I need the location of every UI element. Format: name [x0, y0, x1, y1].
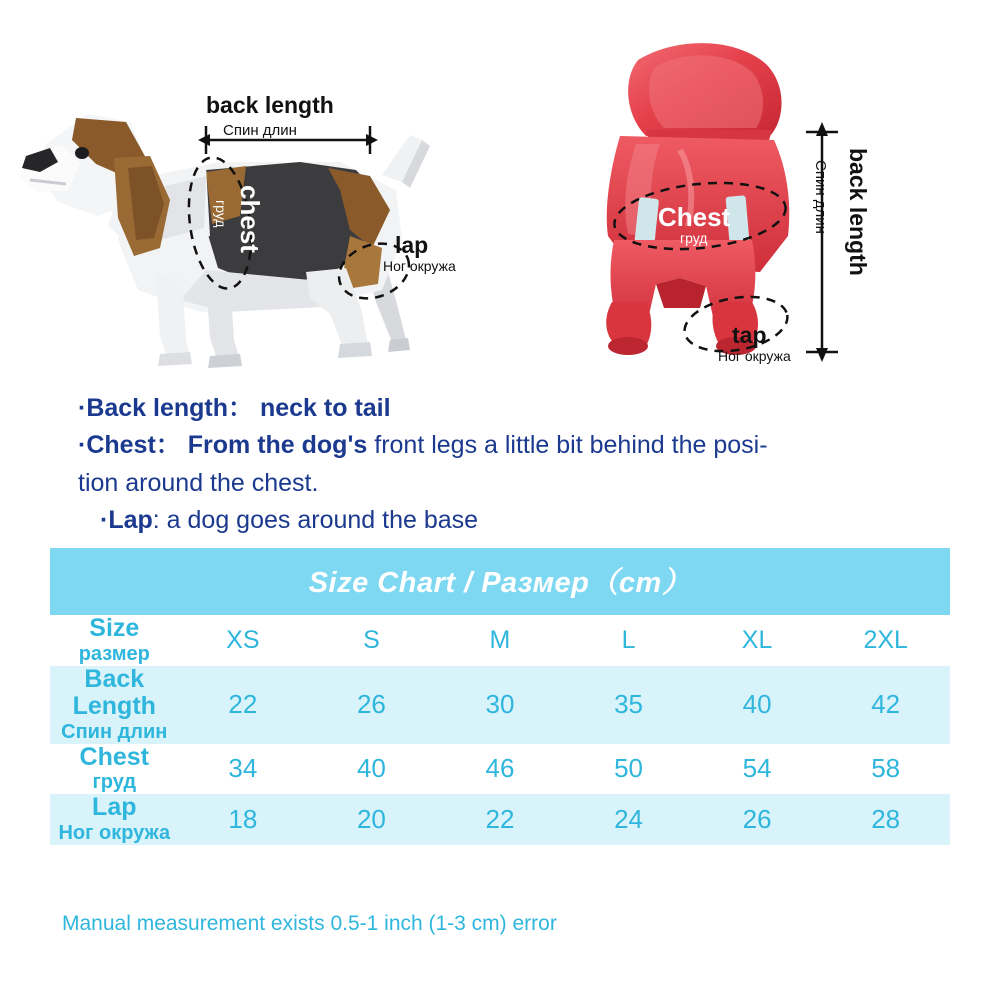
- lap-2xl: 28: [871, 803, 901, 834]
- desc-line-4-text: : a dog goes around the base: [152, 505, 479, 534]
- size-header-m: M: [489, 625, 511, 654]
- desc-line-2: [78, 429, 958, 462]
- right-lap-label-ru: Ног окружа: [718, 348, 791, 364]
- back-length-l: 35: [614, 689, 643, 719]
- size-chart-block: [50, 548, 950, 845]
- row-label-size-en: Size: [89, 614, 140, 642]
- lap-xl: 26: [742, 803, 772, 834]
- chest-2xl: 58: [871, 753, 901, 784]
- right-back-length-label-ru: Спин длин: [812, 160, 829, 234]
- measurement-description: [78, 392, 958, 541]
- row-label-chest-ru: груд: [92, 771, 137, 793]
- desc-line-4-label: ·Lap: [100, 505, 153, 534]
- left-chest-label-ru: груд: [213, 200, 229, 228]
- size-header-xl: XL: [741, 625, 773, 654]
- left-back-length-label-en: back length: [206, 92, 334, 118]
- row-label-back-length-en: Back Length: [72, 664, 156, 720]
- desc-line-1-label: ·Back length：: [78, 394, 254, 422]
- lap-s: 20: [356, 803, 386, 834]
- table-row-size: [50, 615, 950, 666]
- right-chest-label-en: Chest: [658, 202, 731, 232]
- dog-illustration: [10, 40, 480, 370]
- desc-line-3: tion around the chest.: [78, 468, 319, 497]
- row-label-chest-en: Chest: [79, 742, 150, 771]
- chest-xl: 54: [742, 753, 772, 784]
- back-length-m: 30: [485, 689, 515, 719]
- back-length-xs: 22: [228, 689, 258, 719]
- chest-xs: 34: [228, 753, 258, 784]
- table-row-chest: [50, 744, 950, 795]
- right-chest-label-ru: груд: [680, 230, 708, 246]
- lap-m: 22: [485, 803, 515, 834]
- size-header-l: L: [621, 625, 636, 654]
- row-label-back-length-ru: Спин длин: [61, 720, 168, 743]
- desc-line-1: [78, 392, 958, 425]
- back-length-s: 26: [356, 689, 386, 719]
- desc-line-4: [78, 504, 958, 537]
- right-lap-label-en: tap: [732, 322, 767, 348]
- back-length-arrow-right: [800, 122, 840, 362]
- row-label-back-length: [50, 666, 179, 744]
- jacket-illustration: [560, 40, 960, 370]
- row-label-lap-en: Lap: [92, 793, 137, 821]
- lap-l: 24: [614, 803, 643, 834]
- right-back-length-label-en: back length: [845, 148, 871, 276]
- row-label-size: [50, 615, 179, 666]
- desc-line-2-bold-text: From the dog's: [180, 431, 368, 460]
- left-lap-label-en: lap: [395, 232, 429, 258]
- row-label-lap-ru: Ног окружа: [58, 821, 171, 844]
- table-row-back-length: [50, 666, 950, 744]
- left-chest-label-en: chest: [235, 185, 265, 253]
- size-chart-title: Size Chart / Размер（cm）: [50, 548, 950, 615]
- size-header-2xl: 2XL: [863, 625, 908, 654]
- row-label-lap: [50, 794, 179, 845]
- chest-m: 46: [485, 753, 515, 784]
- illustrations-area: [0, 0, 1000, 390]
- chest-s: 40: [356, 753, 386, 784]
- back-length-xl: 40: [742, 689, 772, 719]
- row-label-size-ru: размер: [78, 642, 150, 665]
- table-row-lap: [50, 794, 950, 845]
- chest-l: 50: [614, 753, 643, 784]
- lap-xs: 18: [228, 803, 258, 834]
- desc-line-1-text: neck to tail: [253, 394, 391, 422]
- left-back-length-label-ru: Спин длин: [223, 122, 297, 139]
- back-length-2xl: 42: [871, 689, 901, 719]
- table-header-row: [50, 548, 950, 615]
- desc-line-2-text: front legs a little bit behind the posi-: [367, 431, 768, 460]
- size-chart-table: [50, 548, 950, 845]
- left-lap-label-ru: Ног окружа: [383, 258, 456, 274]
- size-header-xs: XS: [226, 625, 260, 654]
- size-header-s: S: [363, 625, 380, 654]
- measurement-note: Manual measurement exists 0.5-1 inch (1-3 cm) error: [62, 912, 557, 935]
- row-label-chest: [50, 744, 179, 795]
- desc-line-2-label: ·Chest：: [78, 431, 181, 460]
